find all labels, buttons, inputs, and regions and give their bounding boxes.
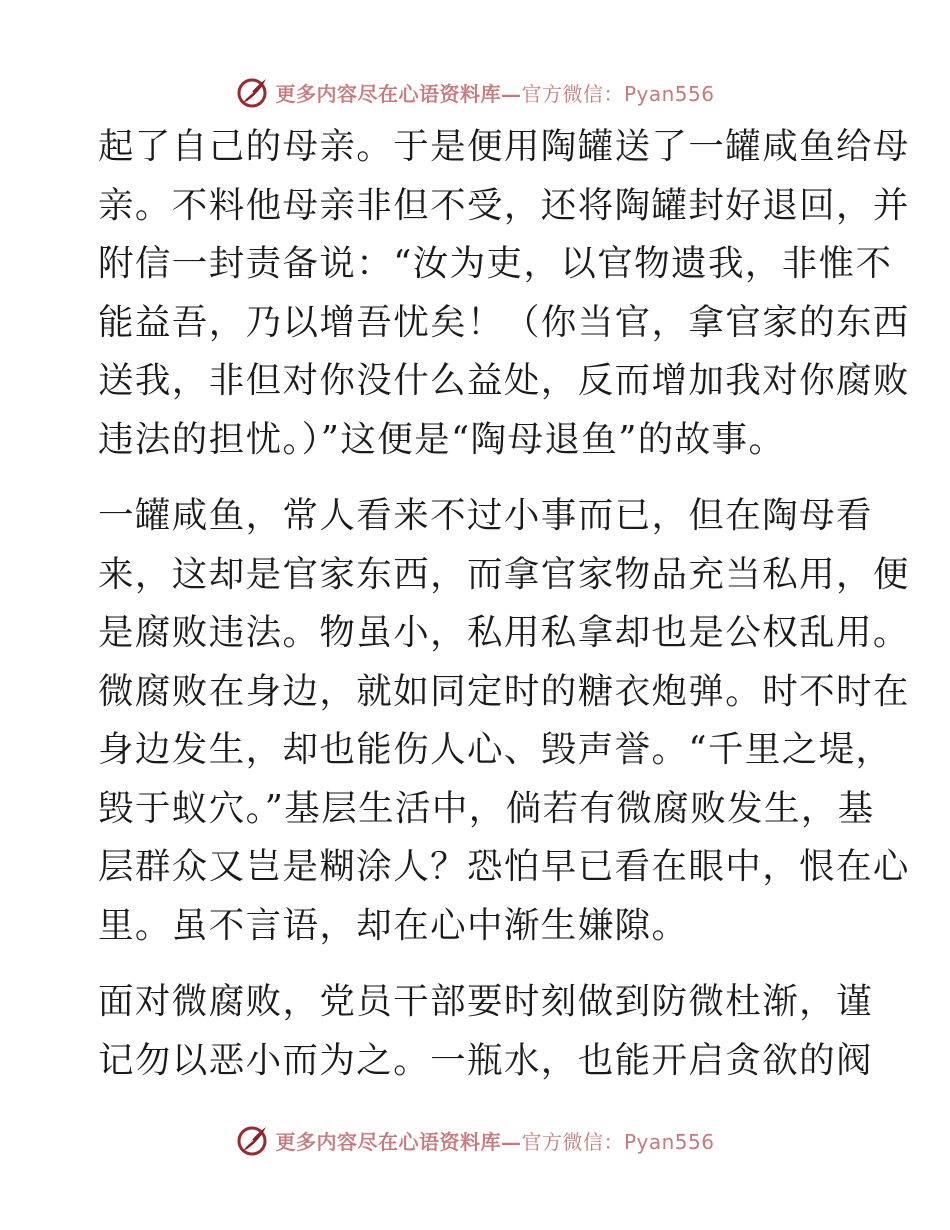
paragraph-2	[98, 487, 910, 955]
text-line: 是腐败违法。物虽小，私用私拿却也是公权乱用。	[98, 612, 910, 653]
text-line: 亲。不料他母亲非但不受，还将陶罐封好退回，并	[98, 184, 910, 226]
document-body	[98, 118, 910, 1090]
text-line: 起了自己的母亲。于是便用陶罐送了一罐咸鱼给母	[98, 126, 910, 167]
paragraph-3	[98, 973, 873, 1090]
footer-contact-text: 官方微信：Pyan556	[521, 1129, 715, 1154]
header-site-text: 更多内容尽在心语资料库	[275, 81, 501, 106]
text-line: 毁于蚁穴。”基层生活中，倘若有微腐败发生，基	[98, 787, 875, 829]
header-separator: —	[500, 81, 522, 106]
text-line: 一罐咸鱼，常人看来不过小事而已，但在陶母看	[98, 495, 873, 536]
text-line: 能益吾，乃以增吾忧矣！（你当官，拿官家的东西	[98, 301, 910, 343]
header-text	[275, 78, 714, 107]
text-line: 微腐败在身边，就如同定时的糖衣炮弹。时不时在	[98, 670, 910, 712]
text-line: 身边发生，却也能伤人心、毁声誉。“千里之堤，	[98, 729, 893, 770]
footer-separator: —	[500, 1129, 522, 1154]
paragraph-1	[98, 118, 910, 469]
text-line: 里。虽不言语，却在心中渐生嫌隙。	[98, 904, 689, 946]
text-line: 面对微腐败，党员干部要时刻做到防微杜渐，谨	[98, 981, 873, 1022]
text-line: 附信一封责备说：“汝为吏，以官物遗我，非惟不	[98, 243, 893, 284]
footer-text	[275, 1126, 714, 1155]
text-line: 层群众又岂是糊涂人？恐怕早已看在眼中，恨在心	[98, 846, 910, 887]
text-line: 来，这却是官家东西，而拿官家物品充当私用，便	[98, 553, 910, 595]
header-banner	[0, 70, 950, 114]
quill-logo-icon	[235, 1123, 269, 1157]
text-line: 记勿以恶小而为之。一瓶水，也能开启贪欲的阀	[98, 1039, 873, 1081]
footer-banner	[0, 1118, 950, 1162]
quill-logo-icon	[235, 75, 269, 109]
footer-site-text: 更多内容尽在心语资料库	[275, 1129, 501, 1154]
header-contact-text: 官方微信：Pyan556	[521, 81, 715, 106]
text-line: 违法的担忧。）”这便是“陶母退鱼”的故事。	[98, 418, 786, 460]
text-line: 送我，非但对你没什么益处，反而增加我对你腐败	[98, 360, 910, 401]
